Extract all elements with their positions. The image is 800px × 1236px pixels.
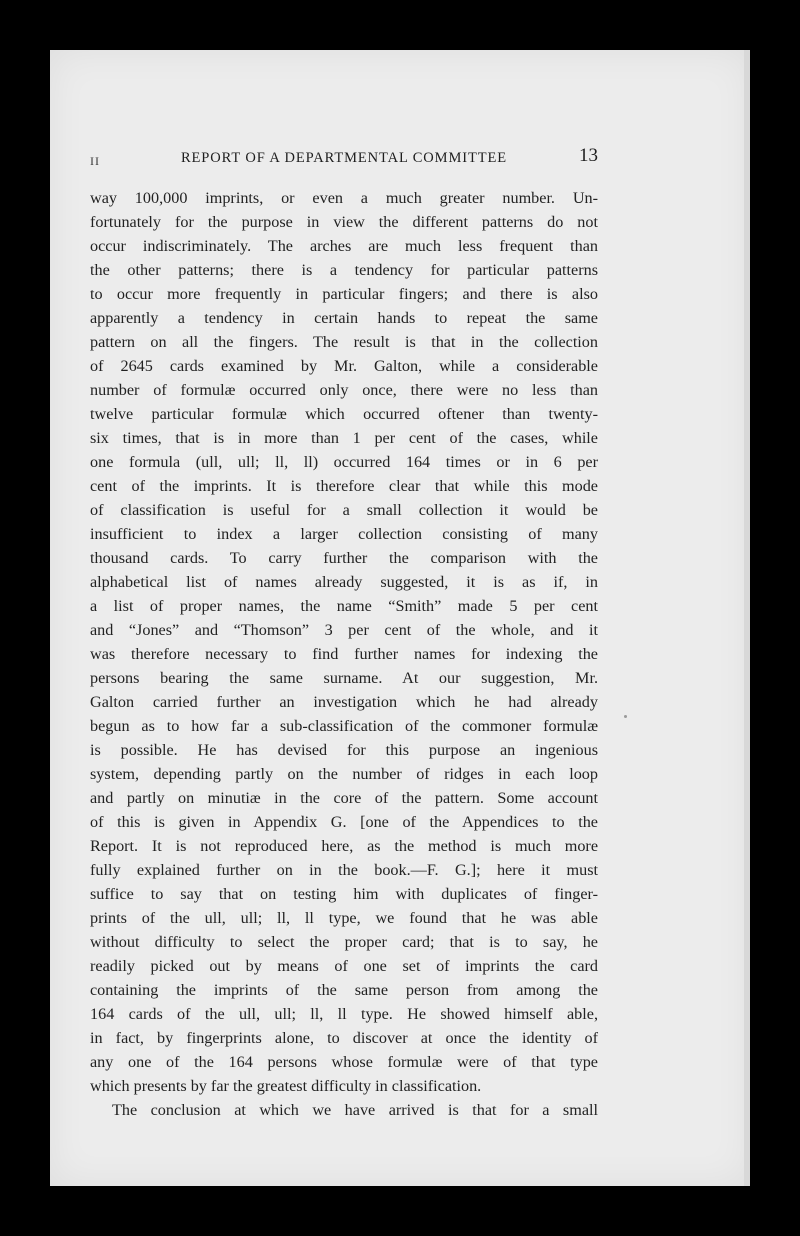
text-line: the other patterns; there is a tendency for particular patterns	[90, 261, 598, 279]
text-line: twelve particular formulæ which occurred oftener than twenty-	[90, 405, 598, 423]
text-line: The conclusion at which we have arrived is that for a small	[112, 1101, 598, 1119]
page-number: 13	[579, 145, 598, 166]
signature-mark: II	[90, 154, 100, 168]
page-header	[90, 145, 598, 178]
text-line: of this is given in Appendix G. [one of the Appendices to the	[90, 813, 598, 831]
text-line: of classification is useful for a small collection it would be	[90, 501, 598, 519]
text-line: any one of the 164 persons whose formulæ were of that type	[90, 1053, 598, 1071]
text-line: and “Jones” and “Thomson” 3 per cent of the whole, and it	[90, 621, 598, 639]
text-line: number of formulæ occurred only once, there were no less than	[90, 381, 598, 399]
text-line: system, depending partly on the number of ridges in each loop	[90, 765, 598, 783]
text-line: prints of the ull, ull; ll, ll type, we found that he was able	[90, 909, 598, 927]
text-line: begun as to how far a sub-classification of the commoner formulæ	[90, 717, 598, 735]
text-line: six times, that is in more than 1 per cent of the cases, while	[90, 429, 598, 447]
text-line: to occur more frequently in particular fingers; and there is also	[90, 285, 598, 303]
text-line: fully explained further on in the book.—F. G.]; here it must	[90, 861, 598, 879]
text-line: containing the imprints of the same person from among the	[90, 981, 598, 999]
text-line: pattern on all the fingers. The result is that in the collection	[90, 333, 598, 351]
text-line: 164 cards of the ull, ull; ll, ll type. He showed himself able,	[90, 1005, 598, 1023]
page-edge	[744, 50, 750, 1186]
text-line: was therefore necessary to find further names for indexing the	[90, 645, 598, 663]
text-line: one formula (ull, ull; ll, ll) occurred 164 times or in 6 per	[90, 453, 598, 471]
text-line: cent of the imprints. It is therefore clear that while this mode	[90, 477, 598, 495]
text-line: suffice to say that on testing him with duplicates of finger-	[90, 885, 598, 903]
text-line: Report. It is not reproduced here, as the method is much more	[90, 837, 598, 855]
body-text	[90, 186, 598, 1122]
text-line: apparently a tendency in certain hands to repeat the same	[90, 309, 598, 327]
text-line: in fact, by fingerprints alone, to discover at once the identity of	[90, 1029, 598, 1047]
text-line: of 2645 cards examined by Mr. Galton, while a considerable	[90, 357, 598, 375]
margin-speck	[624, 715, 627, 718]
running-title: REPORT OF A DEPARTMENTAL COMMITTEE	[180, 150, 508, 166]
text-line: occur indiscriminately. The arches are much less frequent than	[90, 237, 598, 255]
text-line: alphabetical list of names already suggested, it is as if, in	[90, 573, 598, 591]
text-line: without difficulty to select the proper card; that is to say, he	[90, 933, 598, 951]
text-line: readily picked out by means of one set of imprints the card	[90, 957, 598, 975]
text-line: Galton carried further an investigation which he had already	[90, 693, 598, 711]
text-line: persons bearing the same surname. At our suggestion, Mr.	[90, 669, 598, 687]
text-line: insufficient to index a larger collection consisting of many	[90, 525, 598, 543]
text-line: fortunately for the purpose in view the different patterns do not	[90, 213, 598, 231]
text-line: a list of proper names, the name “Smith” made 5 per cent	[90, 597, 598, 615]
text-line: is possible. He has devised for this purpose an ingenious	[90, 741, 598, 759]
text-line: way 100,000 imprints, or even a much greater number. Un-	[90, 189, 598, 207]
text-line: which presents by far the greatest difficulty in classification.	[90, 1077, 482, 1095]
text-line: and partly on minutiæ in the core of the pattern. Some account	[90, 789, 598, 807]
text-line: thousand cards. To carry further the comparison with the	[90, 549, 598, 567]
